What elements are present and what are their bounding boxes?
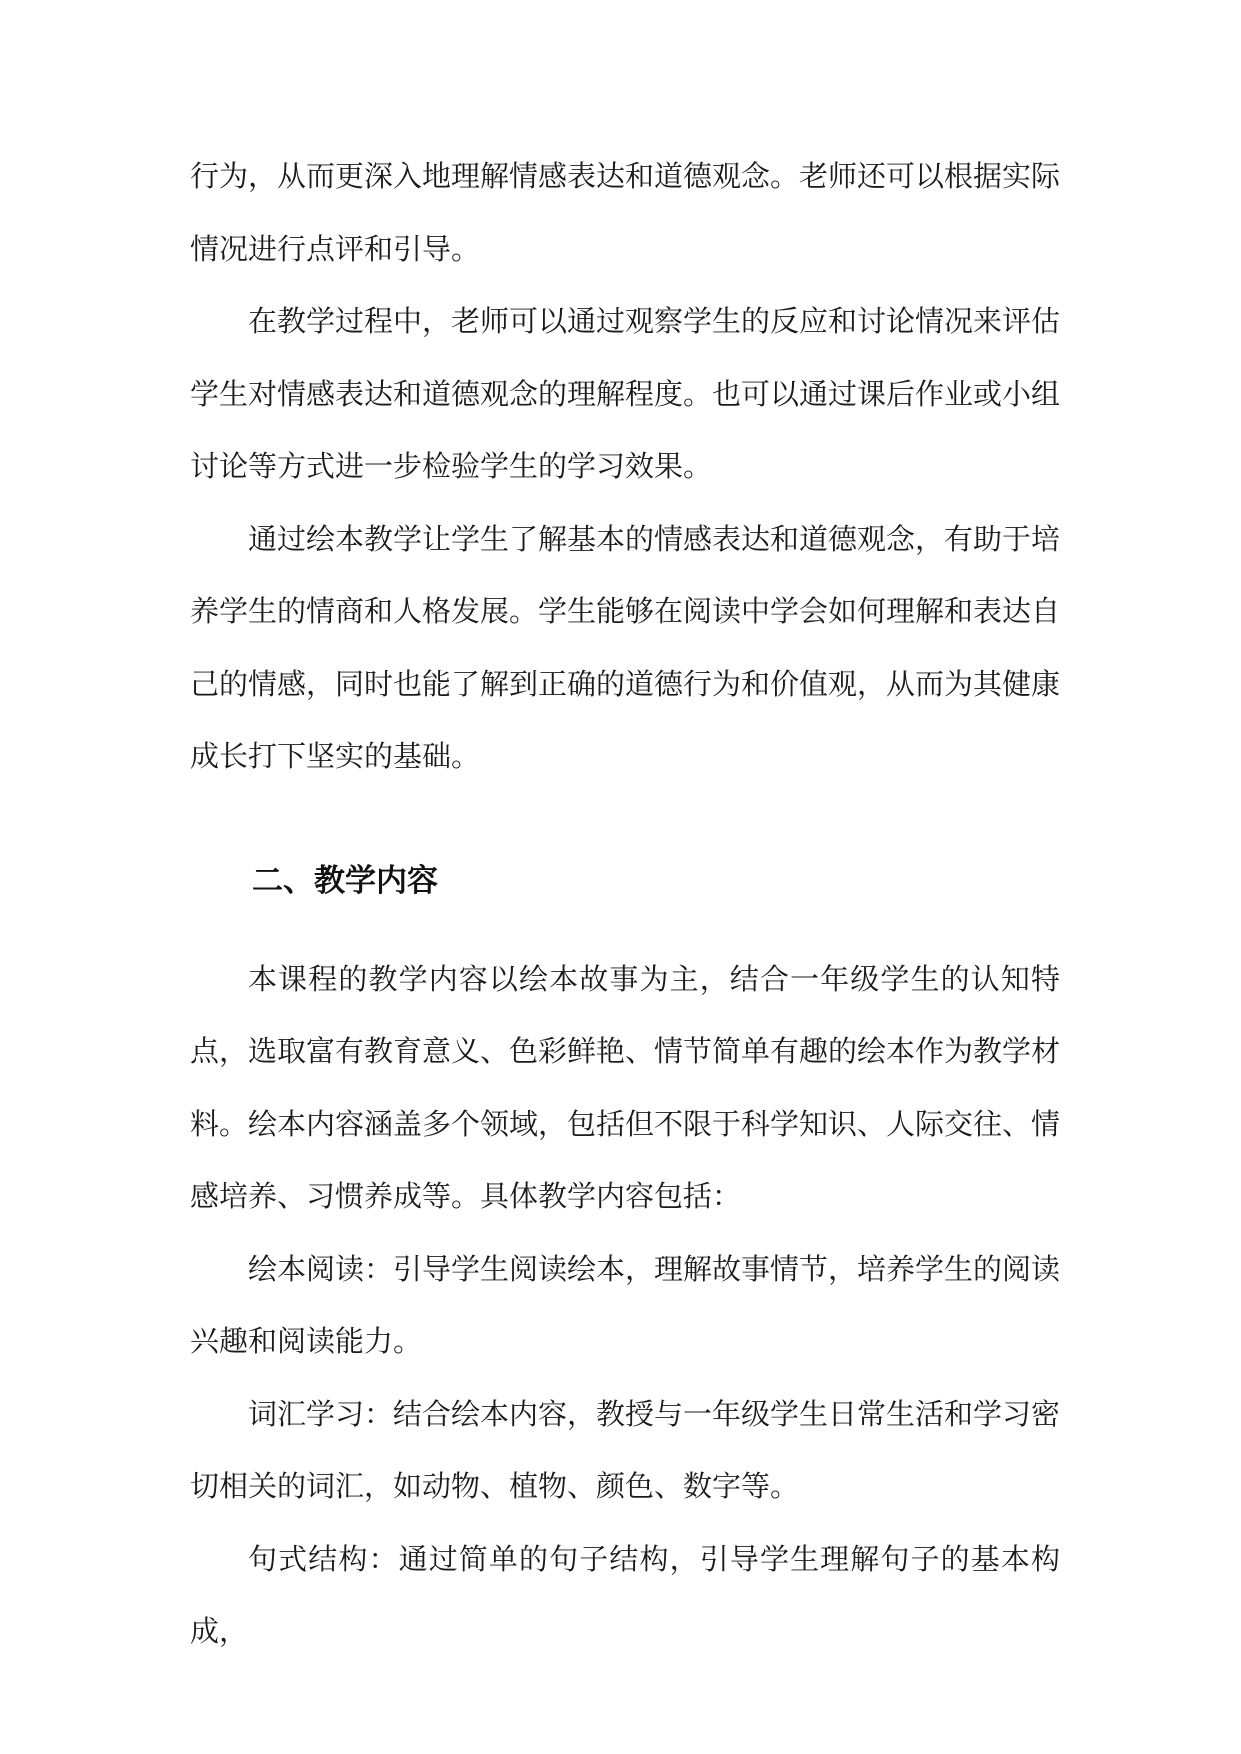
paragraph-sentence-structure: 句式结构：通过简单的句子结构，引导学生理解句子的基本构成，: [190, 1541, 1060, 1648]
paragraph-assessment: 在教学过程中，老师可以通过观察学生的反应和讨论情况来评估学生对情感表达和道德观念的理解程度。也可以通过课后作业或小组讨论等方式进一步检验学生的学习效果。: [190, 304, 1061, 483]
paragraph-continuation: 行为，从而更深入地理解情感表达和道德观念。老师还可以根据实际情况进行点评和引导。: [190, 159, 1061, 266]
paragraph-vocabulary-learning: 词汇学习：结合绘本内容，教授与一年级学生日常生活和学习密切相关的词汇，如动物、植物、颜色、数字等。: [190, 1396, 1061, 1503]
document-body: [190, 140, 1060, 1668]
paragraph-significance: 通过绘本教学让学生了解基本的情感表达和道德观念，有助于培养学生的情商和人格发展。学生能够在阅读中学会如何理解和表达自己的情感，同时也能了解到正确的道德行为和价值观，从而为其健康成长打下坚实的基础。: [190, 521, 1061, 773]
paragraph-picture-book-reading: 绘本阅读：引导学生阅读绘本，理解故事情节，培养学生的阅读兴趣和阅读能力。: [190, 1251, 1061, 1358]
paragraph-content-overview: 本课程的教学内容以绘本故事为主，结合一年级学生的认知特点，选取富有教育意义、色彩鲜艳、情节简单有趣的绘本作为教学材料。绘本内容涵盖多个领域，包括但不限于科学知识、人际交往、情感培养、习惯养成等。具体教学内容包括：: [190, 961, 1061, 1213]
section-heading-teaching-content: 二、教学内容: [252, 862, 438, 899]
